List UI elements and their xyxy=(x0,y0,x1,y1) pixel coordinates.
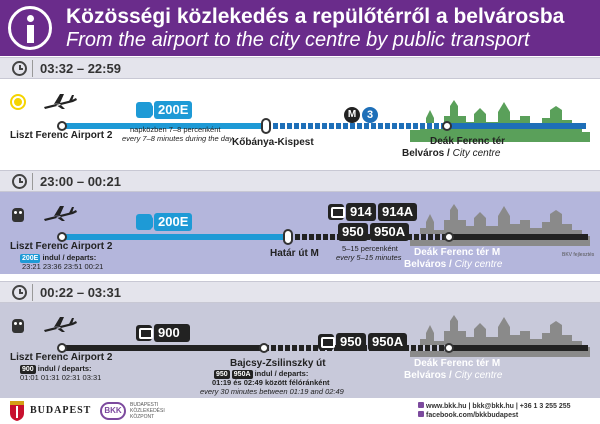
contact-links[interactable]: www.bkk.hu | bkk@bkk.hu | +36 1 3 255 255 xyxy=(426,403,571,410)
origin-label: Liszt Ferenc Airport 2 xyxy=(10,241,113,252)
transfer-note-en: every 30 minutes between 01:19 and 02:49 xyxy=(200,387,344,396)
metro-line-badge: 3 xyxy=(362,107,378,123)
origin-label: Liszt Ferenc Airport 2 xyxy=(10,352,113,363)
owl-icon xyxy=(12,319,24,333)
transfer-label: Kőbánya-Kispest xyxy=(232,137,314,148)
departures-label: 900 indul / departs: xyxy=(22,364,92,373)
route-badge-200e: 200E xyxy=(154,101,192,119)
route-line-night-end xyxy=(448,345,588,351)
departures-times: 01:01 01:31 02:31 03:31 xyxy=(20,373,102,382)
destination-label: Deák Ferenc tér M xyxy=(414,358,501,369)
header-banner xyxy=(0,0,600,56)
facebook-link[interactable]: facebook.com/bkkbudapest xyxy=(426,412,519,419)
transfer-note-hu: 01:19 és 02:49 között félóránként xyxy=(212,378,330,387)
route-badge-950: 950 xyxy=(336,333,366,351)
footer xyxy=(0,398,600,424)
destination-label: Deák Ferenc tér M xyxy=(414,247,501,258)
route-badge-914a: 914A xyxy=(378,203,417,221)
stop-transfer xyxy=(259,343,269,353)
frequency-hu: 5–15 percenként xyxy=(342,244,398,253)
route-badge-900: 900 xyxy=(154,324,190,342)
origin-label: Liszt Ferenc Airport 2 xyxy=(10,130,113,141)
bkk-name: BUDAPESTI KÖZLEKEDÉSI KÖZPONT xyxy=(130,402,165,420)
stop-transfer xyxy=(261,118,271,134)
airplane-icon xyxy=(42,204,78,222)
stop-destination xyxy=(444,232,454,242)
credit-label: BKV fejlesztés xyxy=(562,252,595,258)
web-icon xyxy=(418,402,424,408)
transfer-departures-label: 950 950A indul / departs: xyxy=(216,369,309,378)
route-line-night-bus xyxy=(288,234,448,240)
bus-icon xyxy=(136,102,152,118)
owl-icon xyxy=(12,208,24,222)
departures-times: 23:21 23:36 23:51 00:21 xyxy=(22,262,104,271)
route-section-evening xyxy=(0,192,600,274)
frequency-en: every 5–15 minutes xyxy=(336,253,402,262)
clock-icon xyxy=(12,61,27,76)
time-bar-day xyxy=(0,57,600,79)
time-range: 23:00 – 00:21 xyxy=(40,174,121,189)
route-badge-200e: 200E xyxy=(154,213,192,231)
time-range: 03:32 – 22:59 xyxy=(40,61,121,76)
route-line-bus xyxy=(62,234,288,240)
sun-icon xyxy=(12,96,24,108)
route-line-night-bus xyxy=(62,345,264,351)
city-centre-label: Belváros / City centre xyxy=(402,148,501,159)
bkk-logo: BKK xyxy=(100,402,126,420)
route-badge-914: 914 xyxy=(346,203,376,221)
clock-icon xyxy=(12,174,27,189)
bus-icon xyxy=(318,334,334,350)
stop-transfer xyxy=(283,229,293,245)
route-badge-950: 950 xyxy=(338,223,368,241)
route-line-metro xyxy=(266,123,446,129)
route-badge-950a: 950A xyxy=(368,333,407,351)
route-line-metro-end xyxy=(446,123,586,129)
transfer-label: Bajcsy-Zsilinszky út xyxy=(230,358,326,369)
time-bar-night xyxy=(0,281,600,303)
clock-icon xyxy=(12,285,27,300)
route-badge-950a: 950A xyxy=(370,223,409,241)
facebook-icon xyxy=(418,411,424,417)
city-centre-label: Belváros / City centre xyxy=(404,259,503,270)
airplane-icon xyxy=(42,92,78,110)
route-line-night-end xyxy=(448,234,588,240)
destination-label: Deák Ferenc tér xyxy=(430,136,506,147)
bus-icon xyxy=(328,204,344,220)
route-section-night xyxy=(0,303,600,398)
title-english: From the airport to the city centre by public transport xyxy=(66,29,530,51)
airplane-icon xyxy=(42,315,78,333)
bus-icon xyxy=(136,325,152,341)
bus-icon xyxy=(136,214,152,230)
info-icon xyxy=(8,6,52,50)
transfer-label: Határ út M xyxy=(270,248,319,259)
time-range: 00:22 – 03:31 xyxy=(40,285,121,300)
budapest-coat-of-arms-icon xyxy=(8,401,26,421)
city-centre-label: Belváros / City centre xyxy=(404,370,503,381)
departures-label: 200E indul / departs: xyxy=(22,253,97,262)
frequency-en: every 7–8 minutes during the day xyxy=(122,134,233,143)
metro-icon: M xyxy=(344,107,360,123)
route-section-day xyxy=(0,84,600,170)
time-bar-evening xyxy=(0,170,600,192)
title-hungarian: Közösségi közlekedés a repülőtérről a belvárosba xyxy=(66,5,565,28)
stop-destination xyxy=(442,121,452,131)
contact-info xyxy=(418,402,571,420)
budapest-logo-text: BUDAPEST xyxy=(30,405,92,416)
stop-destination xyxy=(444,343,454,353)
frequency-hu: napközben 7–8 percenként xyxy=(130,125,221,134)
